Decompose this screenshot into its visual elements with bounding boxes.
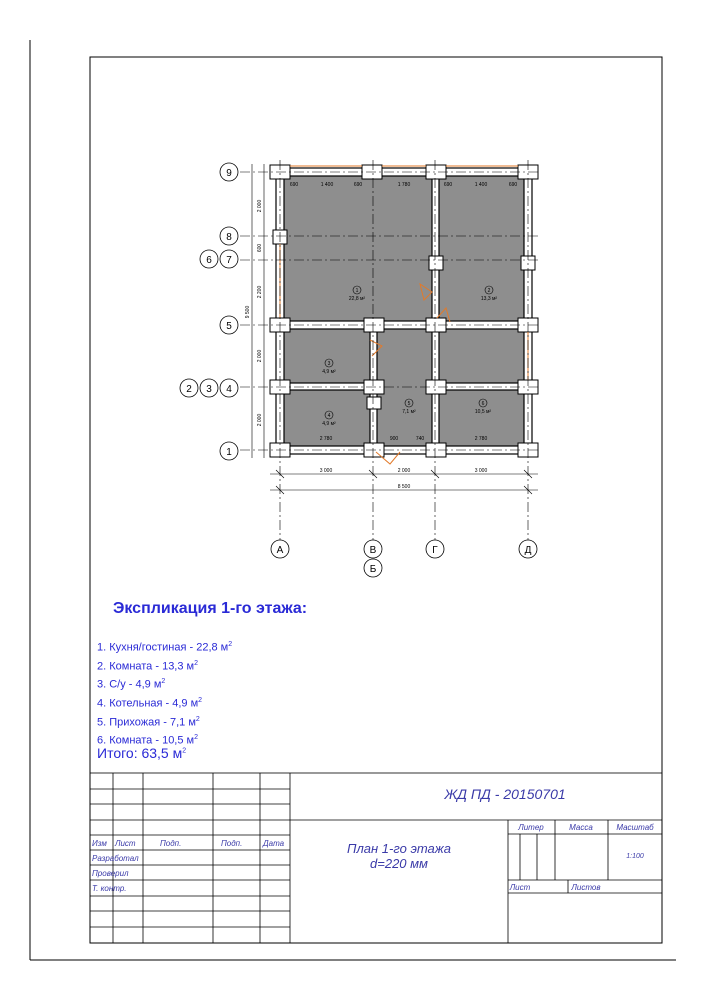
- stamp-row-proveril: Проверил: [92, 869, 129, 878]
- explication-item-text: 3. С/у - 4,9 м: [97, 678, 162, 691]
- explication-item: [97, 693, 232, 712]
- stamp-name-line2: d=220 мм: [370, 856, 428, 871]
- room-number-1: 1: [355, 288, 359, 294]
- axis-label-G: Г: [432, 545, 438, 556]
- room-area-1: 22,8 м²: [348, 296, 366, 302]
- explication-item-text: 5. Прихожая - 7,1 м: [97, 716, 196, 729]
- dim-room-bottom-4: 2 780: [474, 436, 488, 442]
- dim-left-1: 2 000: [257, 199, 263, 213]
- axis-label-8: 8: [226, 232, 232, 243]
- dim-bottom-3: 3 000: [474, 468, 488, 474]
- explication-item-sup: 2: [161, 678, 166, 686]
- stamp-col-list: Лист: [115, 839, 136, 848]
- room-area-4: 4,9 м²: [322, 421, 336, 427]
- explication-total: [97, 745, 186, 761]
- dim-room-bottom-3: 740: [415, 436, 425, 442]
- floor-plan: [180, 160, 540, 577]
- explication-item: [97, 656, 232, 675]
- dim-left-3: 2 000: [257, 349, 263, 363]
- axis-label-9: 9: [226, 168, 232, 179]
- dim-top-3: 690: [353, 182, 363, 188]
- explication-item-sup: 2: [198, 696, 203, 704]
- stamp-row-razrabotal: Разработал: [92, 854, 139, 863]
- explication-total-sup: 2: [182, 747, 187, 755]
- axis-label-2: 2: [186, 384, 192, 395]
- explication-item-sup: 2: [228, 641, 233, 648]
- room-number-5: 5: [407, 401, 411, 407]
- explication-item-text: 2. Комната - 13,3 м: [97, 660, 195, 673]
- wall-mid-g: [432, 168, 439, 454]
- dim-top-4: 1 780: [397, 182, 411, 188]
- dim-left-2: 2 200: [257, 285, 263, 299]
- room-area-3: 4,9 м²: [322, 369, 336, 375]
- axis-label-7: 7: [226, 255, 232, 266]
- stamp-row-tkontr: Т. контр.: [92, 884, 127, 893]
- axis-label-A: А: [276, 545, 284, 556]
- axis-label-5: 5: [226, 321, 232, 332]
- wall-34: [276, 383, 376, 390]
- axis-label-B2: Б: [369, 564, 377, 575]
- stamp-col-podp2: Подп.: [221, 839, 243, 848]
- axis-label-6: 6: [206, 255, 212, 266]
- dim-bottom-2: 2 000: [397, 468, 411, 474]
- stamp-col-podp: Подп.: [160, 839, 182, 848]
- explication-item: [97, 637, 232, 656]
- dim-left-total: 9 500: [245, 305, 251, 319]
- axis-label-D: Д: [524, 545, 532, 556]
- room-number-6: 6: [481, 401, 485, 407]
- stamp-col-izm: Изм: [92, 839, 107, 848]
- stamp-masshtab: Масштаб: [616, 823, 654, 832]
- room-number-2: 2: [487, 288, 491, 294]
- axis-label-B: В: [369, 545, 377, 556]
- stamp-massa: Масса: [569, 823, 593, 832]
- explication-item-text: 1. Кухня/гостиная - 22,8 м: [97, 641, 229, 654]
- explication-item: [97, 712, 232, 731]
- explication-item-text: 6. Комната - 10,5 м: [97, 734, 195, 747]
- dim-bottom-total: 8 500: [397, 484, 411, 490]
- room-fill-3: [284, 327, 372, 385]
- dim-top-1: 690: [289, 182, 299, 188]
- stamp-list: Лист: [509, 883, 531, 892]
- stamp-col-data: Дата: [263, 839, 285, 848]
- explication-item: [97, 674, 232, 693]
- dim-top-7: 690: [508, 182, 518, 188]
- dim-top-2: 1 400: [320, 182, 334, 188]
- stamp-name-line1: План 1-го этажа: [347, 841, 451, 856]
- explication-item-sup: 2: [194, 734, 199, 742]
- stamp-code: ЖД ПД - 20150701: [444, 786, 566, 802]
- stamp-liter: Литер: [518, 823, 544, 832]
- room-number-4: 4: [327, 413, 331, 419]
- room-area-2: 13,3 м²: [480, 296, 498, 302]
- room-number-3: 3: [327, 361, 331, 367]
- dim-room-bottom-2: 900: [389, 436, 399, 442]
- wall-right-6: [432, 383, 532, 390]
- explication-total-text: Итого: 63,5 м: [97, 745, 183, 761]
- axis-label-1: 1: [226, 447, 232, 458]
- axis-label-3: 3: [206, 384, 212, 395]
- stamp-scale: 1:100: [626, 853, 644, 860]
- log-end: [429, 256, 443, 270]
- dim-top-6: 1 400: [474, 182, 488, 188]
- explication-item-text: 4. Котельная - 4,9 м: [97, 697, 199, 710]
- axis-label-4: 4: [226, 384, 232, 395]
- dim-room-bottom-1: 2 780: [319, 436, 333, 442]
- log-end: [367, 397, 381, 409]
- dim-bottom-1: 3 000: [319, 468, 333, 474]
- dim-left-4: 2 000: [257, 413, 263, 427]
- dim-top-5: 690: [443, 182, 453, 188]
- explication-item-sup: 2: [195, 715, 200, 723]
- explication-list: [97, 637, 232, 749]
- explication-title: Экспликация 1-го этажа:: [113, 600, 308, 617]
- dim-left-small: 600: [257, 243, 263, 253]
- room-area-5: 7,1 м²: [402, 409, 416, 415]
- stamp-listov: Листов: [571, 883, 601, 892]
- explication-item-sup: 2: [194, 659, 199, 667]
- room-area-6: 10,5 м²: [474, 409, 492, 415]
